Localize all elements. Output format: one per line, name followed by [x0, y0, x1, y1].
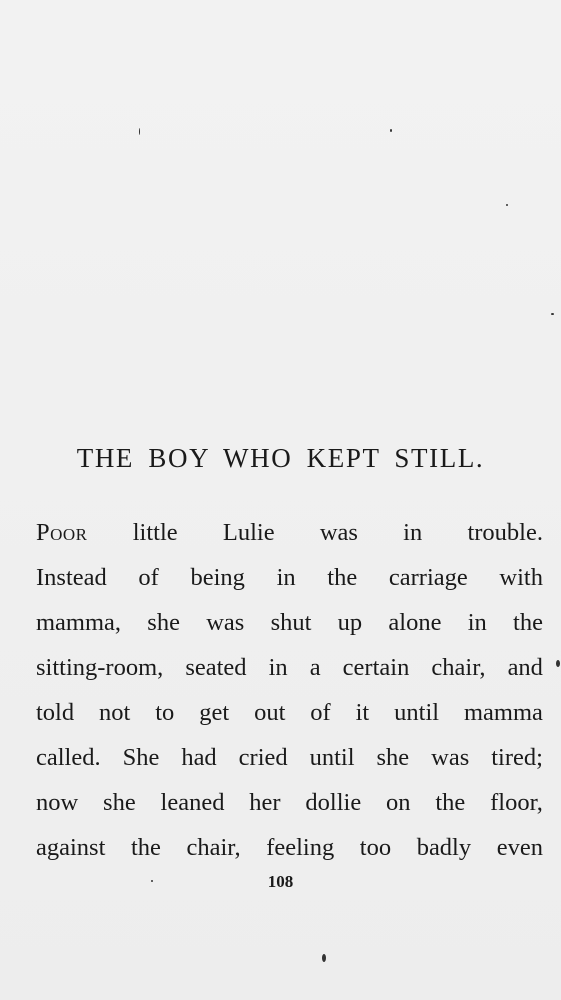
word: sitting-room,	[36, 654, 164, 681]
word: leaned	[160, 789, 225, 816]
word: cried	[238, 744, 288, 771]
word: with	[499, 564, 543, 591]
word: a	[309, 654, 321, 681]
word: on	[386, 789, 411, 816]
word: the	[130, 834, 161, 861]
word: she	[103, 789, 136, 816]
word: the	[513, 609, 543, 636]
word: she	[147, 609, 180, 636]
text-line-7	[36, 788, 543, 818]
scan-speck	[551, 313, 554, 315]
word: chair,	[431, 654, 486, 681]
word: floor,	[490, 789, 543, 816]
word: dollie	[305, 789, 362, 816]
word: little	[132, 519, 178, 546]
scan-speck	[322, 954, 326, 962]
word: her	[249, 789, 281, 816]
scan-speck	[151, 880, 153, 882]
word: was	[431, 744, 470, 771]
text-line-2	[36, 563, 543, 593]
word: mamma,	[36, 609, 122, 636]
word: seated	[185, 654, 247, 681]
word: had	[181, 744, 217, 771]
word: to	[155, 699, 175, 726]
word: out	[254, 699, 286, 726]
word: being	[190, 564, 245, 591]
word: too	[359, 834, 392, 861]
page-number: 108	[267, 872, 294, 891]
word: in	[268, 654, 288, 681]
word: Lulie	[222, 519, 275, 546]
word: carriage	[388, 564, 468, 591]
word: badly	[416, 834, 472, 861]
word: in	[403, 519, 423, 546]
word: in	[467, 609, 487, 636]
text-line-6	[36, 743, 543, 773]
word: she	[376, 744, 410, 771]
word: tired;	[491, 744, 543, 771]
word: it	[355, 699, 370, 726]
word: until	[394, 699, 440, 726]
word: in	[276, 564, 296, 591]
scan-speck	[390, 129, 392, 132]
word: not	[99, 699, 131, 726]
word: feeling	[266, 834, 335, 861]
word: Instead	[36, 564, 107, 591]
text-line-4	[36, 653, 543, 683]
word: alone	[388, 609, 442, 636]
word: and	[507, 654, 543, 681]
word: was	[319, 519, 358, 546]
word: shut	[270, 609, 312, 636]
word: mamma	[463, 699, 543, 726]
word: even	[496, 834, 543, 861]
word: up	[337, 609, 363, 636]
word: Poor	[36, 519, 88, 546]
word: until	[309, 744, 355, 771]
text-line-1	[36, 518, 543, 548]
scan-speck	[506, 204, 508, 206]
word: now	[36, 789, 79, 816]
scan-speck	[139, 128, 140, 135]
word: certain	[342, 654, 410, 681]
word: She	[122, 744, 160, 771]
text-line-5	[36, 698, 543, 728]
text-line-8	[36, 833, 543, 863]
word: the	[327, 564, 358, 591]
word: of	[310, 699, 331, 726]
word: trouble.	[467, 519, 543, 546]
scan-speck	[556, 660, 560, 667]
word: the	[435, 789, 466, 816]
chapter-title: THE BOY WHO KEPT STILL.	[76, 443, 485, 473]
word: of	[138, 564, 159, 591]
text-line-3	[36, 608, 543, 638]
word: chair,	[186, 834, 241, 861]
word: against	[36, 834, 106, 861]
word: called.	[36, 744, 101, 771]
word: get	[199, 699, 230, 726]
word: was	[206, 609, 245, 636]
word: told	[36, 699, 75, 726]
